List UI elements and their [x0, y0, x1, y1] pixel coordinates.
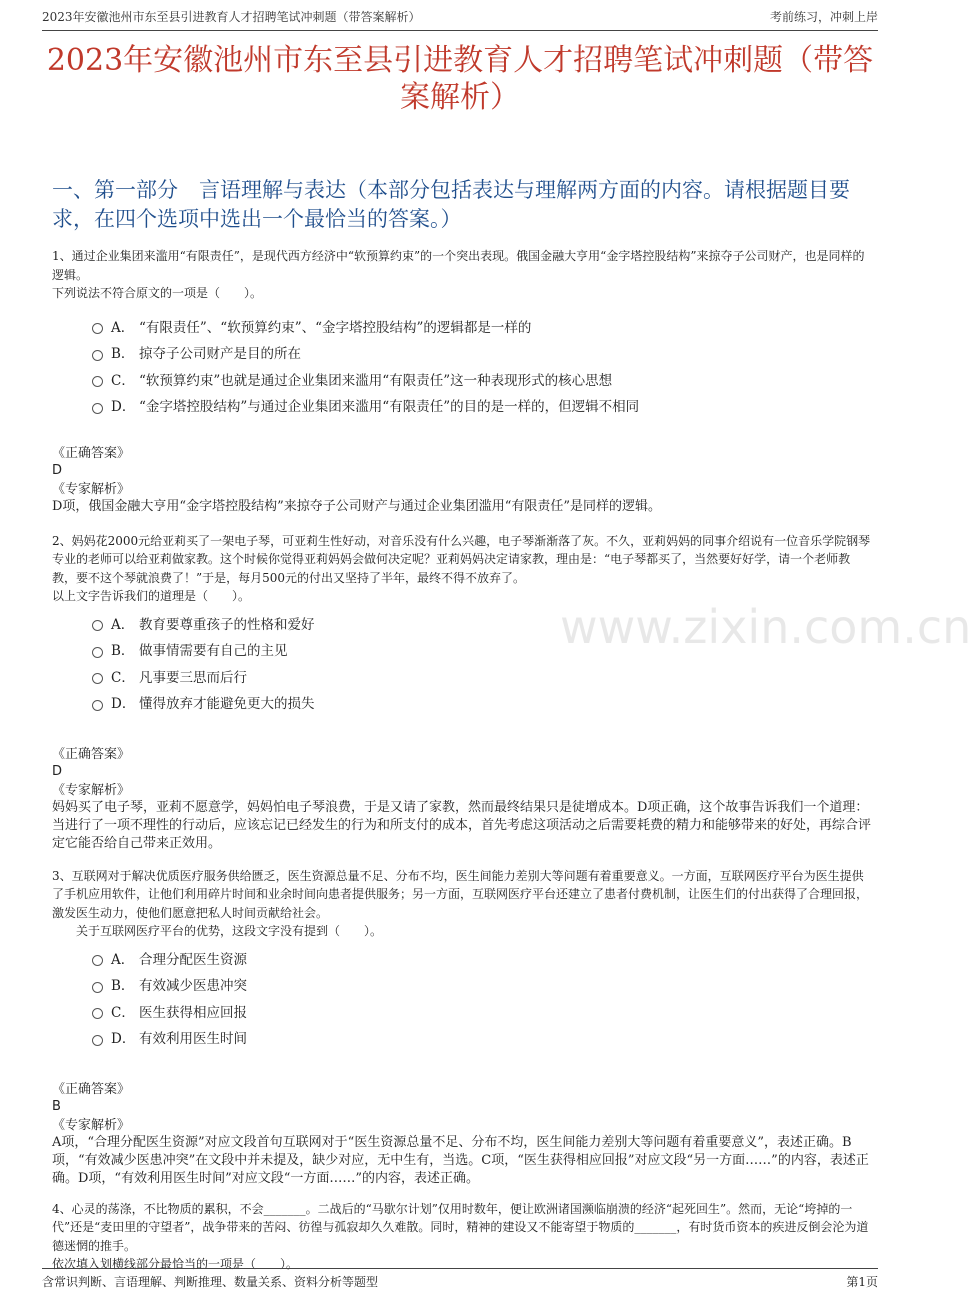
footer-topics: 含常识判断、言语理解、判断推理、数量关系、资料分析等题型: [42, 1275, 379, 1289]
watermark-text: www.zixin.com.cn: [560, 600, 971, 654]
option-b[interactable]: [92, 636, 872, 663]
answer-value: D: [52, 462, 63, 478]
question-prompt: 关于互联网医疗平台的优势，这段文字没有提到（ ）。: [76, 924, 383, 938]
option-letter: D．: [111, 696, 136, 713]
option-letter: C．: [111, 1004, 135, 1021]
page-footer: [42, 1268, 878, 1290]
option-b[interactable]: [92, 339, 872, 366]
option-a[interactable]: [92, 610, 872, 637]
option-letter: B．: [111, 346, 135, 363]
answer-value: D: [52, 763, 63, 779]
option-letter: A．: [111, 951, 135, 968]
option-b[interactable]: [92, 971, 872, 998]
option-letter: C．: [111, 372, 135, 389]
option-text: 教育要尊重孩子的性格和爱好: [139, 616, 315, 633]
section-heading: 一、第一部分 言语理解与表达（本部分包括表达与理解两方面的内容。请根据题目要求，在四个选项中选出一个最恰当的答案。）: [52, 178, 850, 231]
option-a[interactable]: [92, 313, 872, 340]
question-stem: 2、妈妈花2000元给亚莉买了一架电子琴，可亚莉生性好动，对音乐没有什么兴趣，电子琴渐渐落了灰。不久，亚莉妈妈的同事介绍说有一位音乐学院钢琴专业的老师可以给亚莉做家教。这个时候你觉得亚莉妈妈会做何决定呢？亚莉妈妈决定请家教，理由是：“电子琴都买了，当然要好好学，请一个老师教教，要不这个琴就浪费了！”于是，每月500元的付出又坚持了半年，最终不得不放弃了。: [52, 533, 871, 585]
radio-icon[interactable]: [92, 1008, 103, 1019]
radio-icon[interactable]: [92, 323, 103, 334]
explanation-label: 《专家解析》: [52, 1117, 131, 1133]
radio-icon[interactable]: [92, 376, 103, 387]
explanation-label: 《专家解析》: [52, 782, 131, 798]
option-d[interactable]: [92, 392, 872, 419]
option-letter: B．: [111, 643, 135, 660]
option-letter: A．: [111, 319, 135, 336]
radio-icon[interactable]: [92, 1035, 103, 1046]
option-c[interactable]: [92, 998, 872, 1025]
option-text: “有限责任”、“软预算约束”、“金字塔控股结构”的逻辑都是一样的: [139, 319, 532, 336]
document-title: 2023年安徽池州市东至县引进教育人才招聘笔试冲刺题（带答案解析）: [46, 43, 874, 115]
option-a[interactable]: [92, 945, 872, 972]
answer-label: 《正确答案》: [52, 445, 131, 461]
option-text: 医生获得相应回报: [139, 1004, 247, 1021]
header-doc-title: 2023年安徽池州市东至县引进教育人才招聘笔试冲刺题（带答案解析）: [42, 10, 421, 24]
question-1: [52, 247, 872, 516]
radio-icon[interactable]: [92, 403, 103, 414]
question-3: [52, 867, 872, 1188]
option-text: 懂得放弃才能避免更大的损失: [139, 696, 315, 713]
option-list: [92, 945, 872, 1051]
option-c[interactable]: [92, 663, 872, 690]
option-text: 有效利用医生时间: [139, 1031, 247, 1048]
option-letter: D．: [111, 1031, 136, 1048]
header-slogan: 考前练习，冲刺上岸: [769, 10, 878, 24]
option-d[interactable]: [92, 1024, 872, 1051]
option-letter: B．: [111, 978, 135, 995]
option-list: [92, 313, 872, 419]
question-list: [52, 247, 872, 1274]
radio-icon[interactable]: [92, 673, 103, 684]
explanation-label: 《专家解析》: [52, 481, 131, 497]
question-stem: 1、通过企业集团来滥用“有限责任”，是现代西方经济中“软预算约束”的一个突出表现。俄国金融大亨用“金字塔控股结构”来掠夺子公司财产，也是同样的逻辑。: [52, 249, 865, 282]
option-c[interactable]: [92, 366, 872, 393]
option-text: 掠夺子公司财产是目的所在: [139, 346, 301, 363]
question-prompt: 依次填入划横线部分最恰当的一项是（ ）。: [52, 1257, 299, 1271]
answer-label: 《正确答案》: [52, 1081, 131, 1097]
radio-icon[interactable]: [92, 982, 103, 993]
option-text: “金字塔控股结构”与通过企业集团来滥用“有限责任”的目的是一样的，但逻辑不相同: [139, 399, 640, 416]
answer-label: 《正确答案》: [52, 746, 131, 762]
option-text: 做事情需要有自己的主见: [139, 643, 288, 660]
question-stem: 4、心灵的荡涤，不比物质的累积，不会_______。二战后的“马歇尔计划”仅用时数年，便让欧洲诸国濒临崩溃的经济“起死回生”。然而，无论“垮掉的一代”还是“麦田里的守望者”，战争带来的苦闷、彷徨与孤寂却久久难散。同时，精神的建设又不能寄望于物质的_______，有时货币资本的疾进反倒会沦为道德迷惘的推手。: [52, 1201, 869, 1253]
answer-value: B: [52, 1098, 61, 1114]
radio-icon[interactable]: [92, 955, 103, 966]
question-prompt: 以上文字告诉我们的道理是（ ）。: [52, 589, 251, 603]
page-number: 第1页: [846, 1275, 878, 1289]
explanation-text: 妈妈买了电子琴，亚莉不愿意学，妈妈怕电子琴浪费，于是又请了家教，然而最终结果只是徒增成本。D项正确，这个故事告诉我们一个道理：当进行了一项不理性的行动后，应该忘记已经发生的行为和所支付的成本，首先考虑这项活动之后需要耗费的精力和能够带来的好处，再综合评定它能否给自己带来正效用。: [52, 799, 872, 851]
radio-icon[interactable]: [92, 647, 103, 658]
option-letter: A．: [111, 616, 135, 633]
explanation-text: D项，俄国金融大亨用“金字塔控股结构”来掠夺子公司财产与通过企业集团滥用“有限责任”是同样的逻辑。: [52, 498, 662, 514]
option-text: 有效减少医患冲突: [139, 978, 247, 995]
radio-icon[interactable]: [92, 620, 103, 631]
question-4: [52, 1200, 872, 1274]
question-prompt: 下列说法不符合原文的一项是（ ）。: [52, 286, 263, 300]
option-list: [92, 610, 872, 716]
explanation-text: A项，“合理分配医生资源”对应文段首句互联网对于“医生资源总量不足、分布不均，医生间能力差别大等问题有着重要意义”，表述正确。B项，“有效减少医患冲突”在文段中并未提及，缺少对应，无中生有，当选。C项，“医生获得相应回报”对应文段“另一方面……”的内容，表述正确。D项，“有效利用医生时间”对应文段“一方面……”的内容，表述正确。: [52, 1134, 869, 1186]
option-text: “软预算约束”也就是通过企业集团来滥用“有限责任”这一种表现形式的核心思想: [139, 372, 613, 389]
option-letter: D．: [111, 399, 136, 416]
radio-icon[interactable]: [92, 350, 103, 361]
question-stem: 3、互联网对于解决优质医疗服务供给匮乏，医生资源总量不足、分布不均，医生间能力差别大等问题有着重要意义。一方面，互联网医疗平台为医生提供了手机应用软件，让他们利用碎片时间和业余时间向患者提供服务；另一方面，互联网医疗平台还建立了患者付费机制，让医生们的付出获得了合理回报，激发医生动力，使他们愿意把私人时间贡献给社会。: [52, 868, 869, 920]
question-2: [52, 532, 872, 853]
option-letter: C．: [111, 669, 135, 686]
page-header: [42, 8, 878, 31]
option-text: 凡事要三思而后行: [139, 669, 247, 686]
option-d[interactable]: [92, 689, 872, 716]
radio-icon[interactable]: [92, 700, 103, 711]
option-text: 合理分配医生资源: [139, 951, 247, 968]
